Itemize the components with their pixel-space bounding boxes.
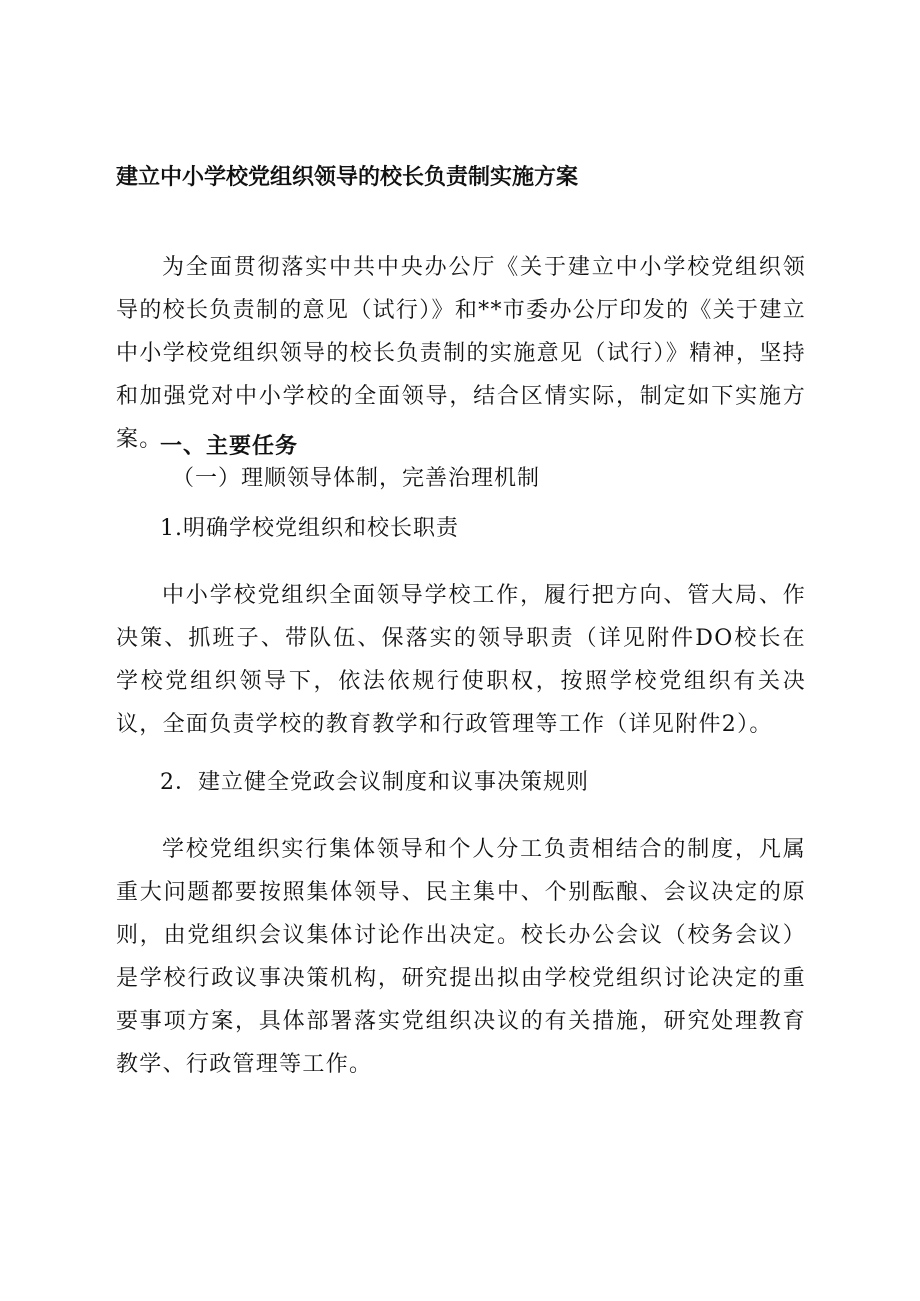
item2-body-paragraph: 学校党组织实行集体领导和个人分工负责相结合的制度，凡属重大问题都要按照集体领导、民主集中、个别酝酿、会议决定的原则，由党组织会议集体讨论作出决定。校长办公会议（校务会议）是学校行政议事决策机构，研究提出拟由学校党组织讨论决定的重要事项方案，具体部署落实党组织决议的有关措施，研究处理教育教学、行政管理等工作。: [116, 837, 806, 1077]
section-heading-main-tasks: 一、主要任务: [160, 434, 299, 459]
document-title: 建立中小学校党组织领导的校长负责制实施方案: [116, 165, 579, 190]
item-heading-meeting-rules: 2．建立健全党政会议制度和议事决策规则: [160, 770, 589, 795]
item-heading-responsibilities: 1.明确学校党组织和校长职责: [160, 516, 459, 541]
item1-body-paragraph: 中小学校党组织全面领导学校工作，履行把方向、管大局、作决策、抓班子、带队伍、保落实的领导职责（详见附件DO校长在学校党组织领导下，依法依规行使职权，按照学校党组织有关决议，全面负责学校的教育教学和行政管理等工作（详见附件2）。: [116, 583, 806, 737]
intro-paragraph: 为全面贯彻落实中共中央办公厅《关于建立中小学校党组织领导的校长负责制的意见（试行）》和**市委办公厅印发的《关于建立中小学校党组织领导的校长负责制的实施意见（试行）》精神，坚持和加强党对中小学校的全面领导，结合区情实际，制定如下实施方案。: [116, 255, 806, 452]
subsection-heading-leadership-system: （一）理顺领导体制，完善治理机制: [172, 466, 541, 491]
